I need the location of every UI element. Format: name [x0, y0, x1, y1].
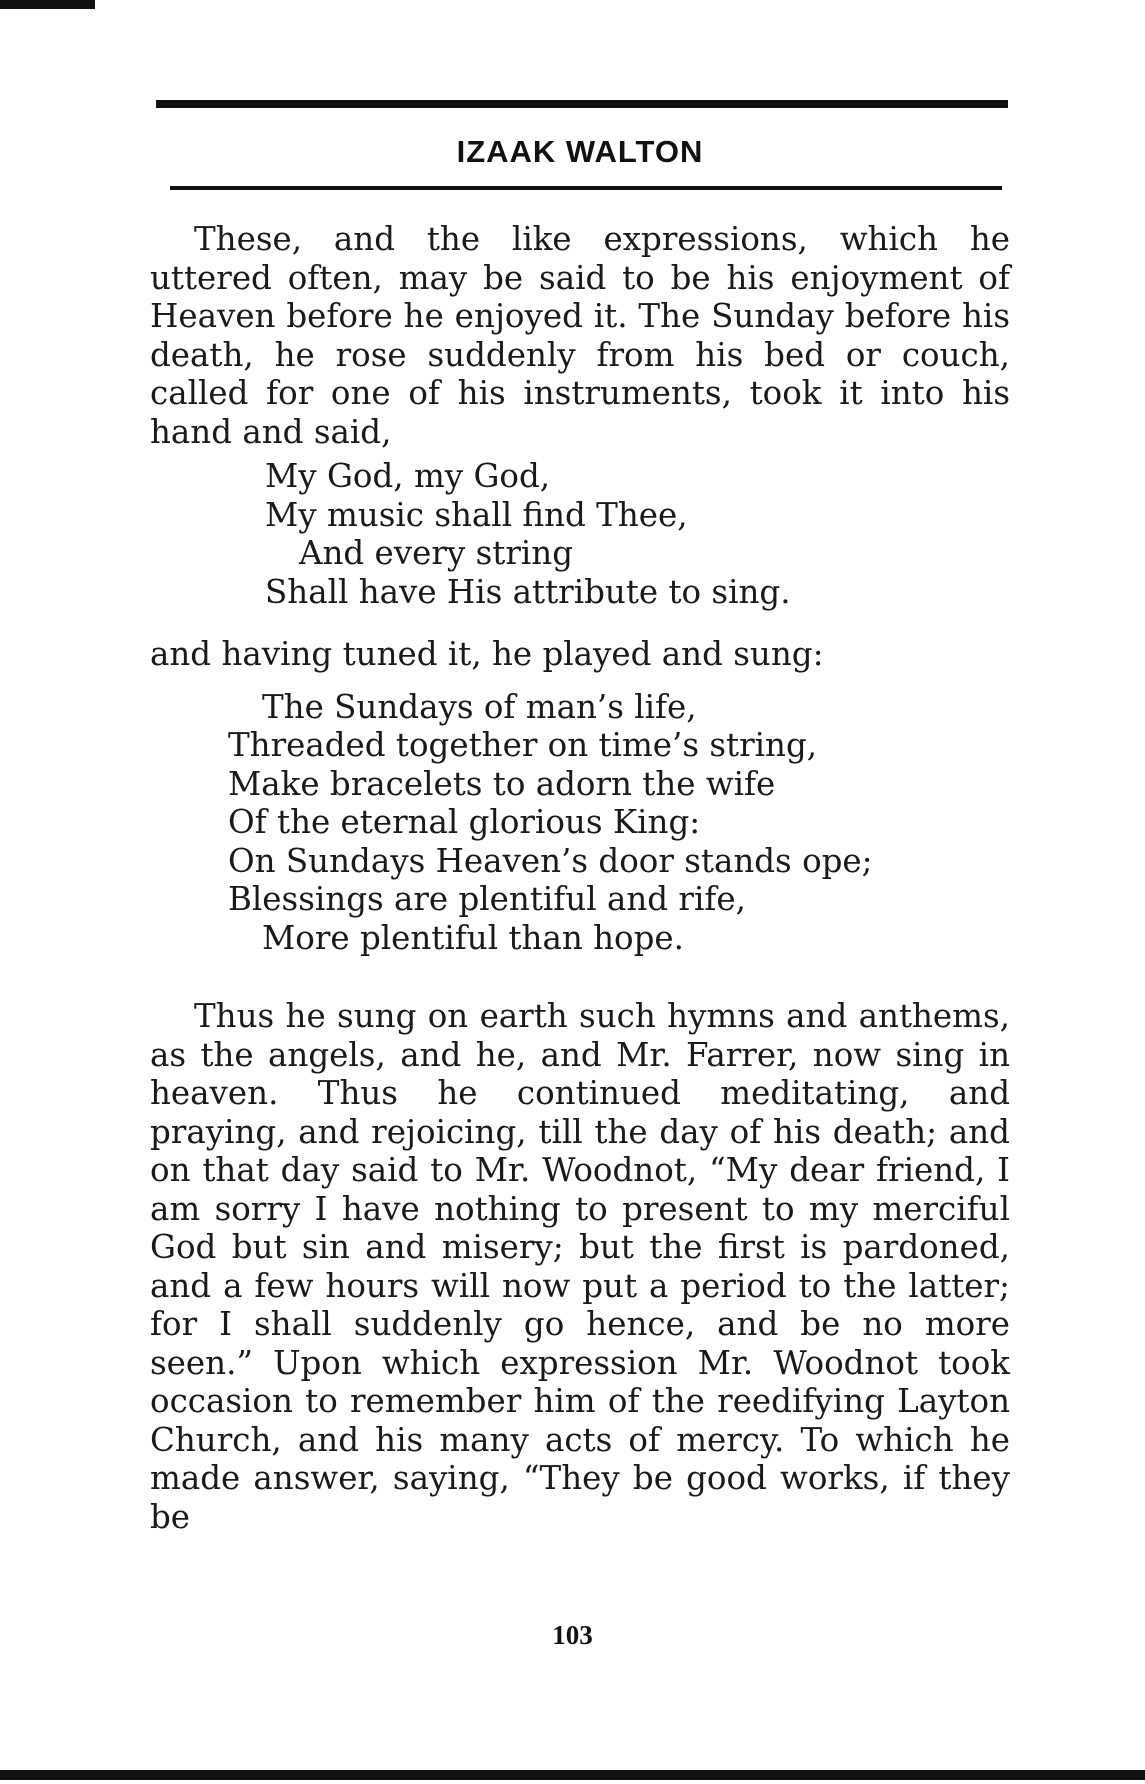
running-title: IZAAK WALTON	[456, 134, 704, 169]
verse-2	[228, 688, 1010, 958]
verse-line: On Sundays Heaven’s door stands ope;	[228, 841, 873, 880]
header-rule-top	[156, 100, 1008, 108]
bottom-scan-edge	[0, 1770, 1145, 1780]
verse-line: The Sundays of man’s life,	[262, 687, 697, 726]
verse-line: My God, my God,	[265, 457, 551, 495]
verse-line: Make bracelets to adorn the wife	[228, 764, 776, 803]
corner-scan-mark	[0, 0, 95, 9]
verse-1	[265, 457, 1010, 611]
verse-line: My music shall find Thee,	[265, 495, 688, 534]
paragraph-2: and having tuned it, he played and sung:	[150, 635, 824, 673]
page-number: 103	[552, 1620, 593, 1650]
paragraph-1: These, and the like expressions, which he uttered often, may be said to be his enjoyment of Heaven before he enjoyed it. The Sunday before his death, he rose suddenly from his bed or couch, called for one of his instruments, took it into his hand and said,	[150, 220, 1010, 451]
verse-line: Of the eternal glorious King:	[228, 803, 701, 841]
verse-line: Blessings are plentiful and rife,	[228, 880, 746, 918]
verse-line: More plentiful than hope.	[262, 918, 684, 957]
verse-line: And every string	[299, 534, 573, 572]
verse-line: Threaded together on time’s string,	[228, 726, 818, 764]
verse-line: Shall have His attribute to sing.	[265, 572, 791, 611]
paragraph-3: Thus he sung on earth such hymns and anthems, as the angels, and he, and Mr. Farrer, now sing in heaven. Thus he continued meditating, and praying, and rejoicing, till the day of his death; and on that day said to Mr. Woodnot, “My dear friend, I am sorry I have nothing to present to my merciful God but sin and misery; but the first is pardoned, and a few hours will now put a period to the latter; for I shall suddenly go hence, and be no more seen.” Upon which expression Mr. Woodnot took occasion to remember him of the reedifying Layton Church, and his many acts of mercy. To which he made answer, saying, “They be good works, if they be	[150, 997, 1010, 1536]
page-body	[150, 100, 1010, 1536]
header-rule-bottom	[170, 186, 1002, 190]
